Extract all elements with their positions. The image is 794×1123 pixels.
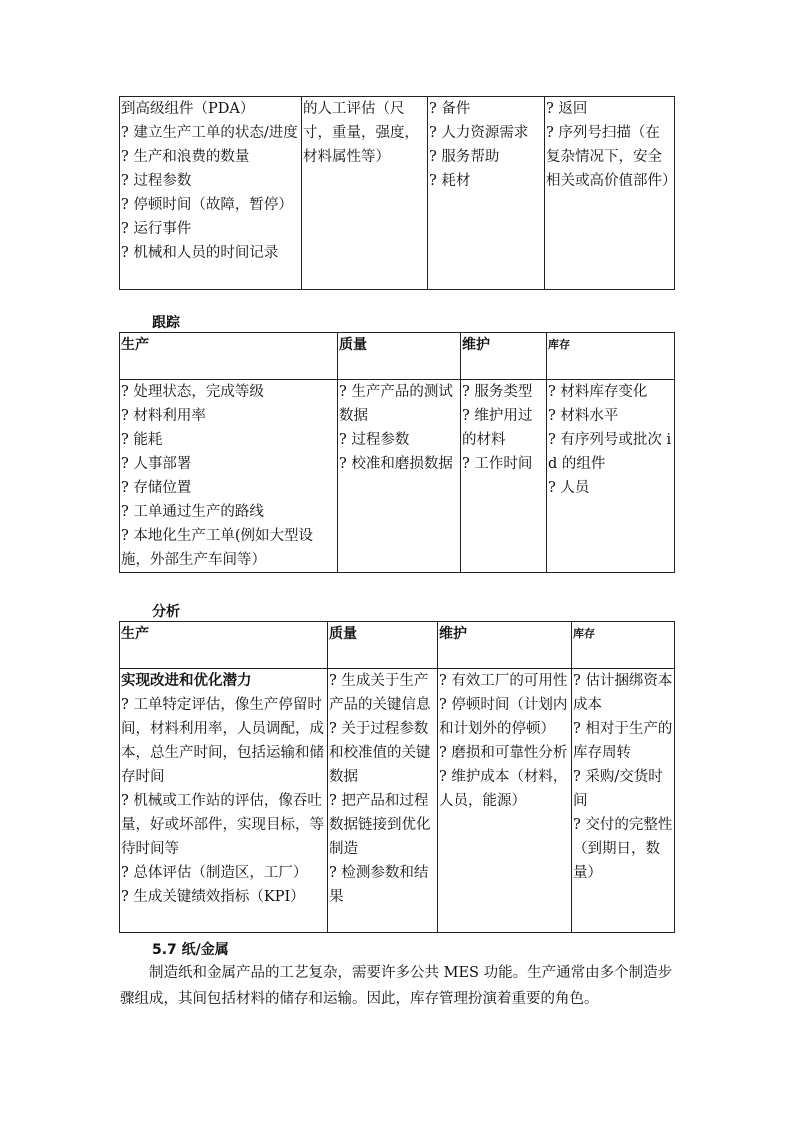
cell-line: ? 处理状态，完成等级 xyxy=(121,384,264,400)
cell-line: ? 总体评估（制造区，工厂） xyxy=(121,865,308,881)
cell-line: ? 本地化生产工单(例如大型设施，外部生产车间等） xyxy=(121,528,314,568)
cell-line: ? 存储位置 xyxy=(121,480,192,496)
cell-line: ? 相对于生产的库存周转 xyxy=(573,721,673,761)
header-inventory: 库存 xyxy=(572,622,675,669)
cell-inventory xyxy=(572,669,675,933)
cell-line: ? 生产和浪费的数量 xyxy=(121,149,250,165)
cell-line: ? 运行事件 xyxy=(121,221,192,237)
cell-col4 xyxy=(545,97,675,290)
cell-production xyxy=(120,380,338,573)
header-maintenance: 维护 xyxy=(461,333,547,380)
cell-col3 xyxy=(428,97,545,290)
cell-maintenance xyxy=(461,380,547,573)
table-analysis xyxy=(119,621,675,933)
cell-line: ? 生成关于生产产品的关键信息 xyxy=(329,673,431,713)
cell-line: ? 把产品和过程数据链接到优化制造 xyxy=(329,793,431,857)
header-maintenance: 维护 xyxy=(438,622,572,669)
cell-quality xyxy=(328,669,438,933)
cell-line: 到高级组件（PDA） xyxy=(121,101,255,117)
cell-line: ? 校准和磨损数据 xyxy=(339,456,453,472)
cell-line: ? 材料利用率 xyxy=(121,408,206,424)
header-quality: 质量 xyxy=(328,622,438,669)
cell-line: ? 有效工厂的可用性 xyxy=(439,673,568,689)
cell-title: 实现改进和优化潜力 xyxy=(121,673,252,689)
cell-line: ? 耗材 xyxy=(429,173,471,189)
cell-col2 xyxy=(302,97,428,290)
cell-line: ? 采购/交货时间 xyxy=(573,769,663,809)
cell-line: ? 机械和人员的时间记录 xyxy=(121,245,279,261)
cell-line: 的人工评估（尺寸，重量，强度，材料属性等） xyxy=(303,101,419,165)
cell-line: ? 有序列号或批次 id 的组件 xyxy=(548,432,672,472)
cell-quality xyxy=(338,380,461,573)
cell-line: ? 停顿时间（故障，暂停） xyxy=(121,197,293,213)
cell-line: ? 服务帮助 xyxy=(429,149,500,165)
cell-line: ? 维护成本（材料，人员，能源） xyxy=(439,769,568,809)
cell-production xyxy=(120,669,328,933)
cell-line: ? 停顿时间（计划内和计划外的停顿） xyxy=(439,697,568,737)
cell-line: ? 序列号扫描（在复杂情况下，安全相关或高价值部件） xyxy=(546,125,677,189)
cell-line: ? 建立生产工单的状态/进度 xyxy=(121,125,298,141)
cell-line: ? 交付的完整性（到期日，数量） xyxy=(573,817,673,881)
cell-line: ? 维护用过的材料 xyxy=(462,408,533,448)
cell-line: ? 生产产品的测试数据 xyxy=(339,384,453,424)
cell-maintenance xyxy=(438,669,572,933)
cell-line: ? 机械或工作站的评估，像吞吐量，好或坏部件，实现目标，等待时间等 xyxy=(121,793,324,857)
cell-inventory xyxy=(547,380,675,573)
cell-line: ? 服务类型 xyxy=(462,384,533,400)
cell-line: ? 工单特定评估，像生产停留时间，材料利用率，人员调配，成本，总生产时间，包括运输和储存时间 xyxy=(121,697,324,785)
cell-line: ? 工作时间 xyxy=(462,456,533,472)
cell-line: ? 返回 xyxy=(546,101,588,117)
cell-line: ? 估计捆绑资本成本 xyxy=(573,673,673,713)
table-continued xyxy=(119,96,675,290)
cell-line: ? 材料水平 xyxy=(548,408,619,424)
cell-line: ? 材料库存变化 xyxy=(548,384,648,400)
header-quality: 质量 xyxy=(338,333,461,380)
cell-line: ? 能耗 xyxy=(121,432,163,448)
cell-line: ? 过程参数 xyxy=(339,432,410,448)
body-paragraph: 制造纸和金属产品的工艺复杂，需要许多公共 MES 功能。生产通常由多个制造步骤组成，其间包括材料的储存和运输。因此，库存管理扮演着重要的角色。 xyxy=(120,965,673,1007)
cell-line: ? 检测参数和结果 xyxy=(329,865,429,905)
table-tracking xyxy=(119,332,675,573)
header-production: 生产 xyxy=(120,622,328,669)
cell-line: ? 人力资源需求 xyxy=(429,125,529,141)
section-heading-analysis: 分析 xyxy=(152,604,180,620)
cell-col1 xyxy=(120,97,302,290)
cell-line: ? 生成关键绩效指标（KPI） xyxy=(121,889,305,905)
header-production: 生产 xyxy=(120,333,338,380)
section-heading-tracking: 跟踪 xyxy=(152,315,180,331)
cell-line: ? 磨损和可靠性分析 xyxy=(439,745,568,761)
cell-line: ? 关于过程参数和校准值的关键数据 xyxy=(329,721,431,785)
cell-line: ? 工单通过生产的路线 xyxy=(121,504,264,520)
cell-line: ? 备件 xyxy=(429,101,471,117)
cell-line: ? 过程参数 xyxy=(121,173,192,189)
header-inventory: 库存 xyxy=(547,333,675,380)
cell-line: ? 人事部署 xyxy=(121,456,192,472)
section-heading-5-7: 5.7 纸/金属 xyxy=(152,942,229,958)
cell-line: ? 人员 xyxy=(548,480,590,496)
